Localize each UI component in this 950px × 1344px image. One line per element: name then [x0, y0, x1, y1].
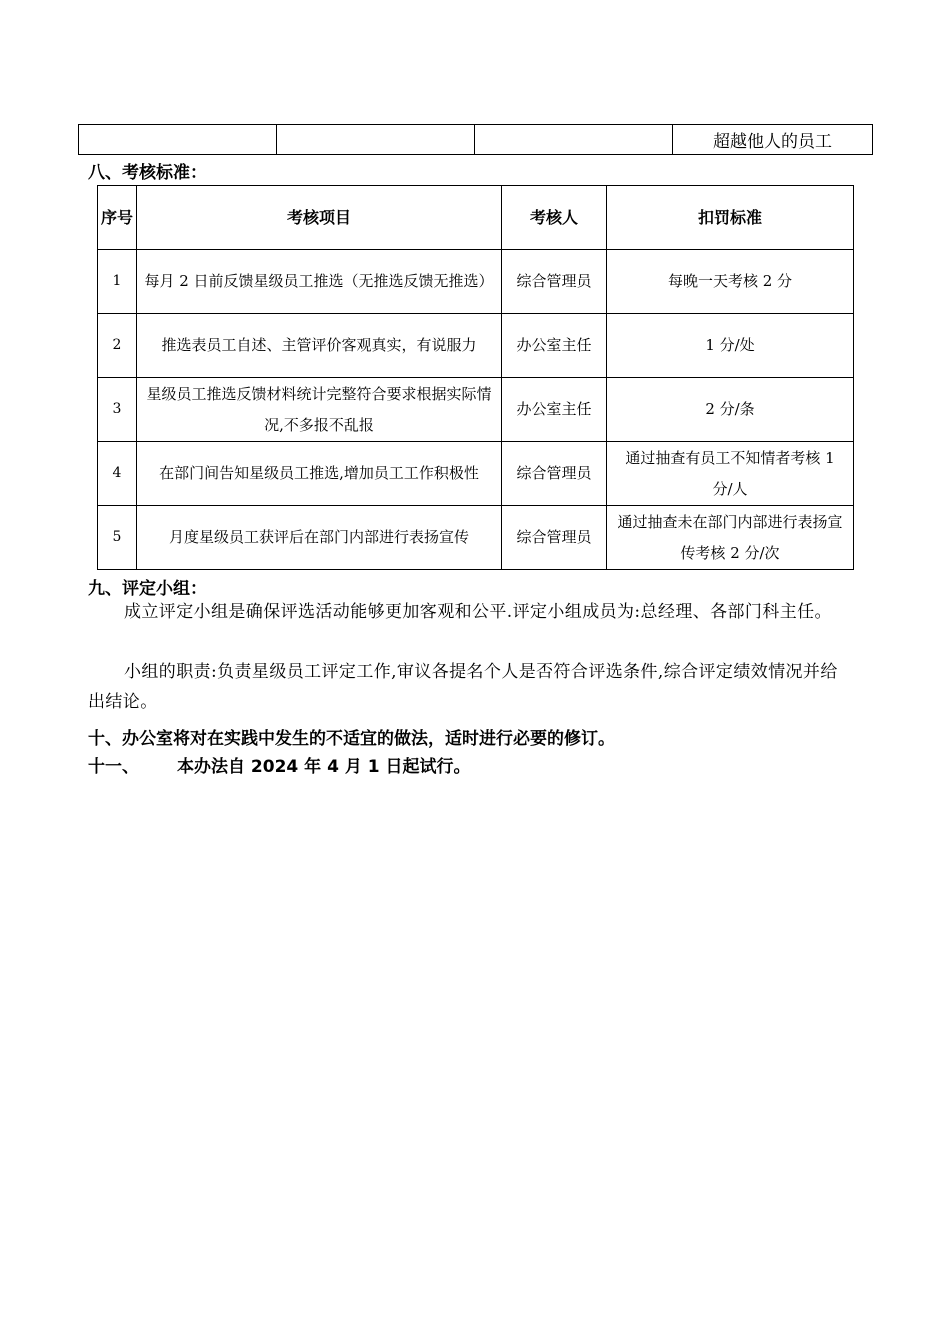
table-cell: 超越他人的员工 [673, 125, 873, 155]
table-cell [475, 125, 673, 155]
row-penalty: 通过抽查未在部门内部进行表扬宣传考核 2 分/次 [607, 506, 854, 570]
row-item: 星级员工推选反馈材料统计完整符合要求根据实际情况,不多报不乱报 [137, 378, 502, 442]
row-seq: 5 [98, 506, 137, 570]
continuation-table [78, 124, 873, 155]
table-row [98, 314, 854, 378]
row-penalty: 通过抽查有员工不知情者考核 1 分/人 [607, 442, 854, 506]
section-10-heading: 十、办公室将对在实践中发生的不适宜的做法，适时进行必要的修订。 [88, 729, 615, 749]
row-assessor: 综合管理员 [502, 442, 607, 506]
table-cell [277, 125, 475, 155]
row-seq: 2 [98, 314, 137, 378]
row-item: 每月 2 日前反馈星级员工推选（无推选反馈无推选） [137, 250, 502, 314]
row-penalty: 2 分/条 [607, 378, 854, 442]
section-8-heading: 八、考核标准： [88, 163, 207, 183]
section-9-heading: 九、评定小组： [88, 579, 207, 599]
assessment-standards-table [97, 185, 854, 570]
header-seq: 序号 [98, 186, 137, 250]
header-assessor: 考核人 [502, 186, 607, 250]
table-row [98, 506, 854, 570]
table-row [98, 250, 854, 314]
row-assessor: 综合管理员 [502, 250, 607, 314]
table-row [98, 442, 854, 506]
row-seq: 3 [98, 378, 137, 442]
row-assessor: 办公室主任 [502, 378, 607, 442]
section-11-text: 本办法自 2024 年 4 月 1 日起试行。 [177, 757, 471, 777]
row-item: 在部门间告知星级员工推选,增加员工工作积极性 [137, 442, 502, 506]
row-penalty: 每晚一天考核 2 分 [607, 250, 854, 314]
table-row [98, 378, 854, 442]
row-item: 推选表员工自述、主管评价客观真实，有说服力 [137, 314, 502, 378]
header-item: 考核项目 [137, 186, 502, 250]
row-assessor: 办公室主任 [502, 314, 607, 378]
row-item: 月度星级员工获评后在部门内部进行表扬宣传 [137, 506, 502, 570]
section-9-paragraph-1: 成立评定小组是确保评选活动能够更加客观和公平.评定小组成员为:总经理、各部门科主任。 [124, 602, 832, 622]
row-seq: 1 [98, 250, 137, 314]
header-penalty: 扣罚标准 [607, 186, 854, 250]
table-row [79, 125, 873, 155]
row-seq: 4 [98, 442, 137, 506]
row-assessor: 综合管理员 [502, 506, 607, 570]
section-11-number: 十一、 [88, 757, 139, 777]
section-9-paragraph-2: 小组的职责:负责星级员工评定工作,审议各提名个人是否符合评选条件,综合评定绩效情况并给出结论。 [88, 662, 838, 712]
table-cell [79, 125, 277, 155]
table-header-row [98, 186, 854, 250]
section-11-heading [88, 752, 470, 777]
row-penalty: 1 分/处 [607, 314, 854, 378]
